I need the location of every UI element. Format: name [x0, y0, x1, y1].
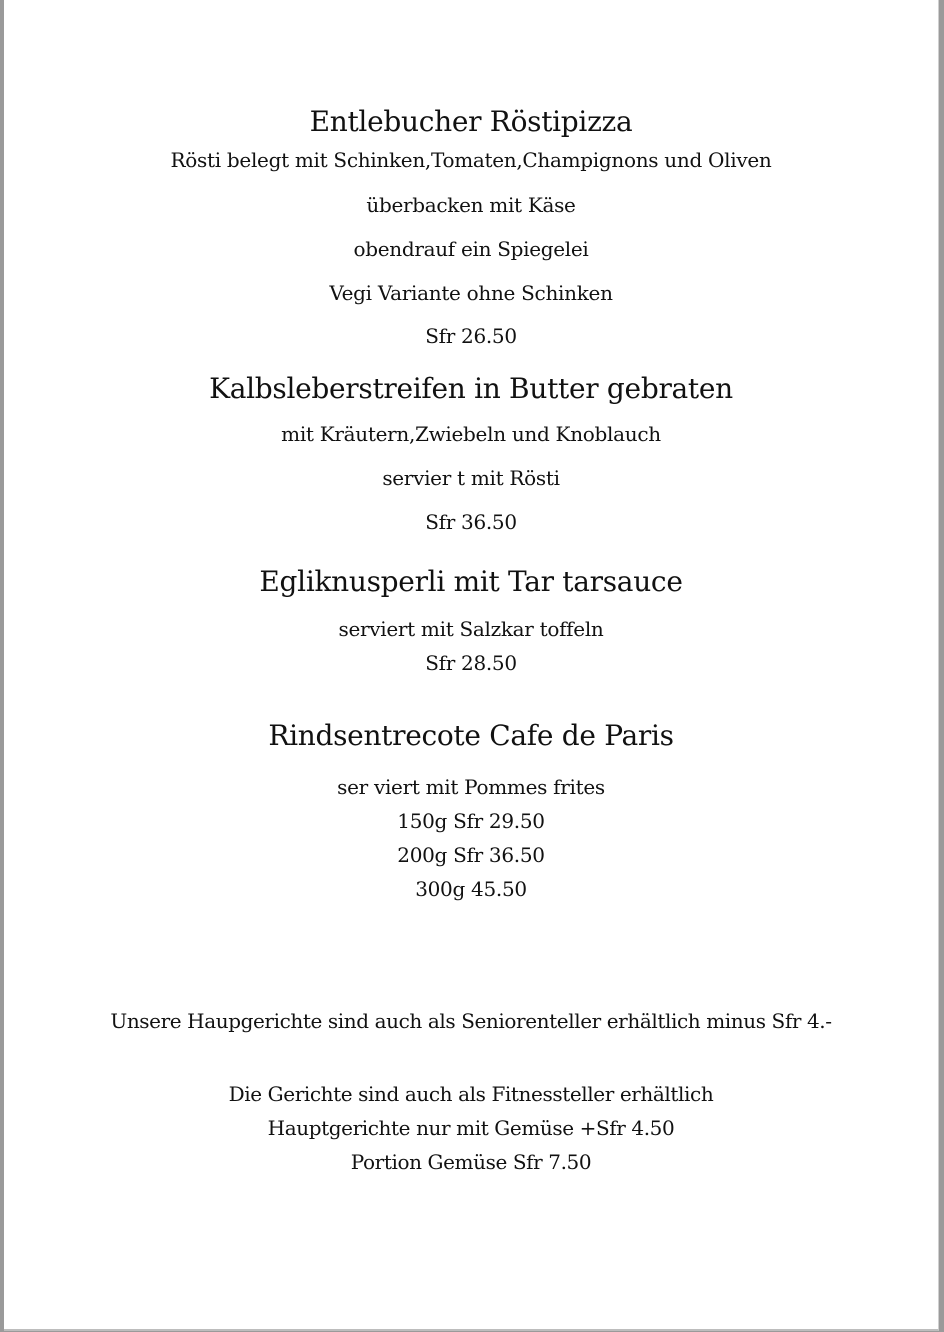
dish-title: Egliknusperli mit Tar tarsauce: [259, 565, 683, 598]
dish-title: Entlebucher Röstipizza: [309, 105, 633, 138]
dish-description: Rösti belegt mit Schinken,Tomaten,Champignons und Oliven: [170, 148, 772, 172]
dish-description: überbacken mit Käse: [366, 193, 576, 217]
fitness-note: Hauptgerichte nur mit Gemüse +Sfr 4.50: [267, 1116, 675, 1140]
dish-description: Vegi Variante ohne Schinken: [329, 281, 613, 305]
fitness-note: Die Gerichte sind auch als Fitnessteller erhältlich: [228, 1082, 714, 1106]
dish-description: servier t mit Rösti: [382, 466, 560, 490]
senior-note: Unsere Haupgerichte sind auch als Seniorenteller erhältlich minus Sfr 4.-: [110, 1009, 832, 1033]
dish-price: 200g Sfr 36.50: [397, 843, 545, 867]
dish-price: Sfr 36.50: [425, 510, 517, 534]
dish-title: Rindsentrecote Cafe de Paris: [268, 719, 674, 752]
fitness-note: Portion Gemüse Sfr 7.50: [350, 1150, 592, 1174]
menu-page: [4, 0, 939, 1331]
dish-price: 300g 45.50: [415, 877, 527, 901]
dish-price: Sfr 26.50: [425, 324, 517, 348]
dish-description: mit Kräutern,Zwiebeln und Knoblauch: [281, 422, 661, 446]
dish-title: Kalbsleberstreifen in Butter gebraten: [209, 372, 733, 405]
dish-price: Sfr 28.50: [425, 651, 517, 675]
dish-price: 150g Sfr 29.50: [397, 809, 545, 833]
dish-description: obendrauf ein Spiegelei: [353, 237, 589, 261]
dish-description: serviert mit Salzkar toffeln: [338, 617, 604, 641]
dish-description: ser viert mit Pommes frites: [337, 775, 605, 799]
